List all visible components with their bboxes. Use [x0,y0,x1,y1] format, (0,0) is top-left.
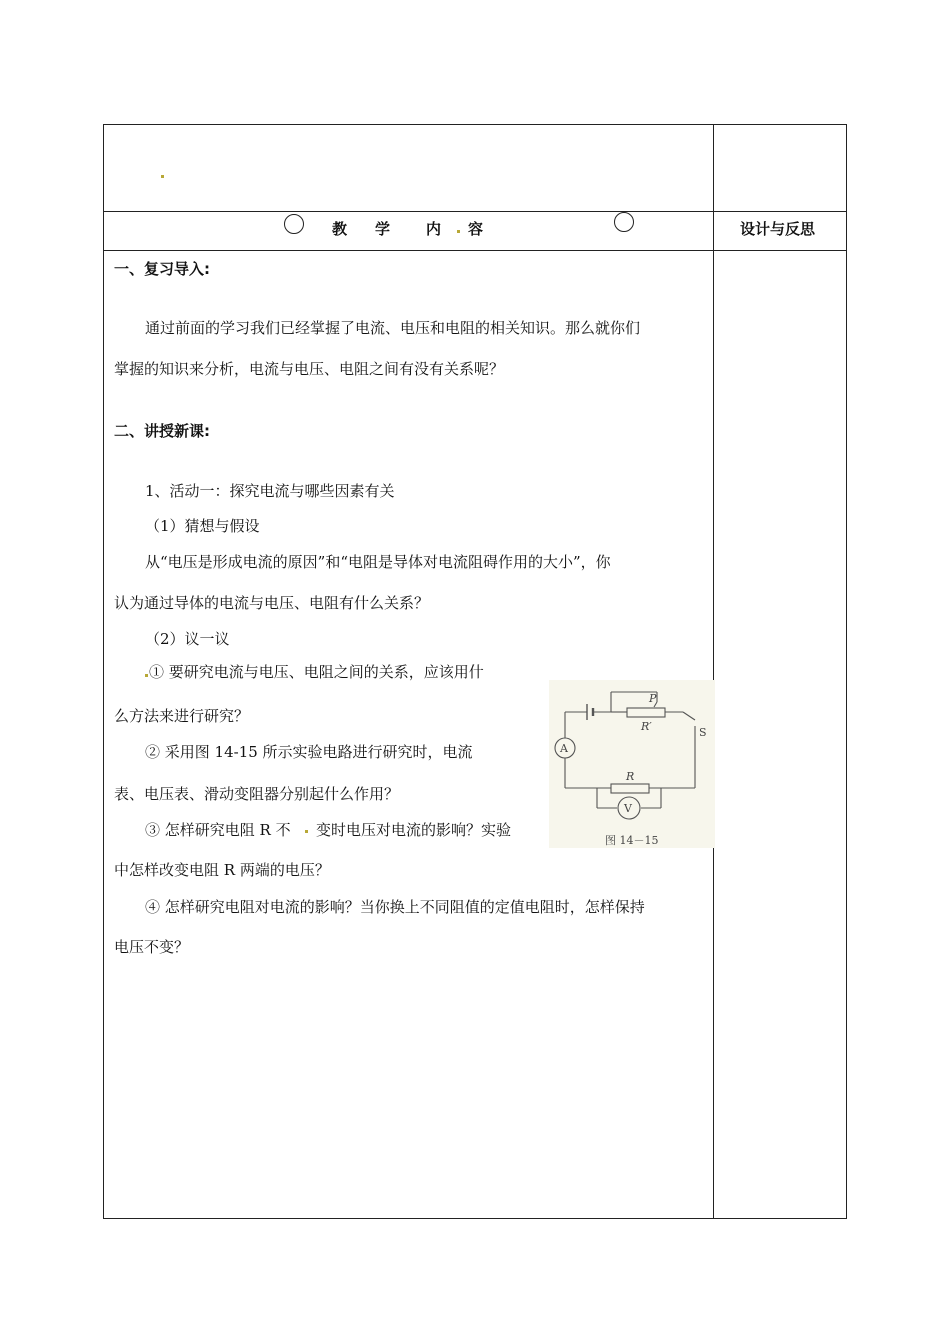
section-new-lesson-title: 二、讲授新课: [114,422,210,440]
question-2-line-2: 表、电压表、滑动变阻器分别起什么作用？ [114,785,400,803]
header-top-rule [103,211,847,212]
label-r-prime: R′ [641,720,652,733]
circuit-diagram [549,680,715,848]
question-4-line-2: 电压不变？ [114,938,190,956]
review-line-1: 通过前面的学习我们已经掌握了电流、电压和电阻的相关知识。那么就你们 [145,319,641,337]
guess-line-1: 从“电压是形成电流的原因”和“电阻是导体对电流阻碍作用的大小”，你 [145,553,611,571]
circle-mark-right [614,212,634,232]
question-3-line-2: 中怎样改变电阻 R 两端的电压？ [114,861,330,879]
scan-dot [305,830,308,833]
label-s: S [699,726,707,739]
scan-dot [145,674,148,677]
activity-line: 1、活动一：探究电流与哪些因素有关 [145,482,395,500]
label-a: A [560,742,568,755]
label-r: R [626,770,635,783]
circuit-figure [549,680,715,848]
section-review-title: 一、复习导入: [114,260,210,278]
question-1-line-1: ① 要研究电流与电压、电阻之间的关系，应该用什 [149,663,484,681]
column-divider [713,124,714,1219]
question-3-line-1a: ③ 怎样研究电阻 R 不 [145,821,291,839]
header-char-2: 学 [375,220,391,238]
figure-caption: 图 14－15 [605,834,659,847]
header-side-title: 设计与反思 [740,220,816,238]
guess-line-2: 认为通过导体的电流与电压、电阻有什么关系？ [114,594,430,612]
question-3-line-1b: 变时电压对电流的影响？实验 [316,821,512,839]
header-char-4: 容 [468,220,484,238]
header-bottom-rule [103,250,847,251]
review-line-2: 掌握的知识来分析，电流与电压、电阻之间有没有关系呢？ [114,360,505,378]
question-4-line-1: ④ 怎样研究电阻对电流的影响？当你换上不同阻值的定值电阻时，怎样保持 [145,898,645,916]
question-2-line-1: ② 采用图 14-15 所示实验电路进行研究时，电流 [145,743,473,761]
header-char-1: 教 [332,220,348,238]
guess-title: （1）猜想与假设 [145,517,260,535]
header-char-3: 内 [426,220,442,238]
scan-dot [457,230,460,233]
discuss-title: （2）议一议 [145,630,230,648]
circle-mark-left [284,214,304,234]
scan-dot [161,175,164,178]
label-v: V [624,802,632,815]
question-1-line-2: 么方法来进行研究？ [114,707,250,725]
label-p: P [649,692,657,705]
